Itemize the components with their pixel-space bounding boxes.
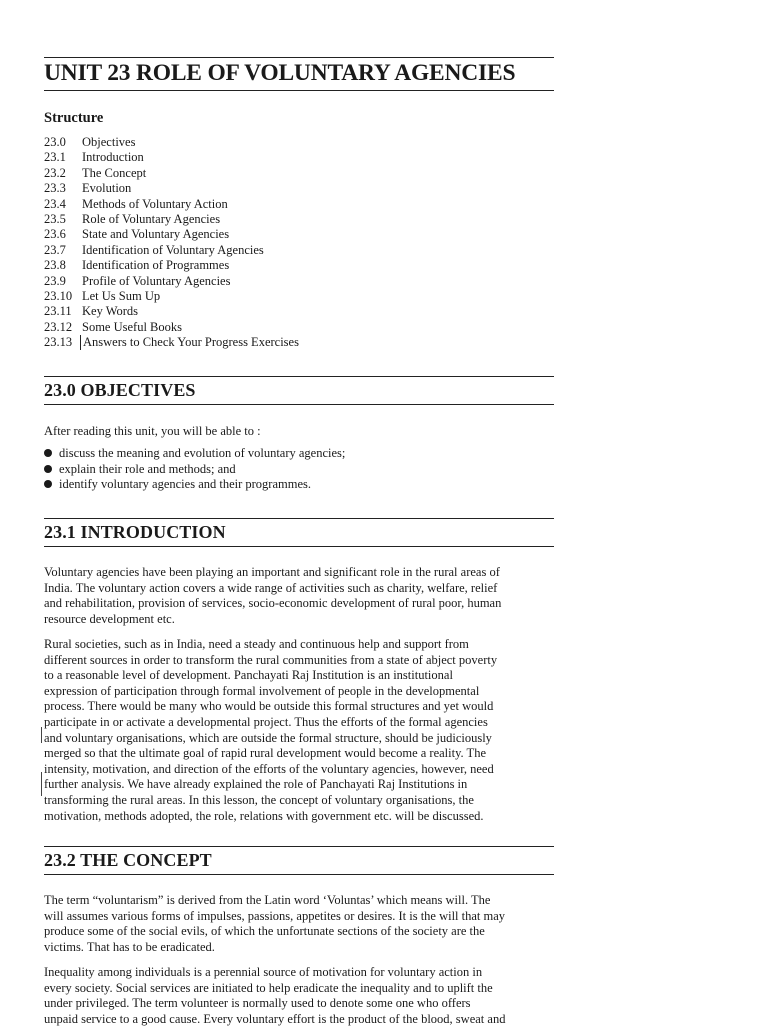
margin-mark: [41, 772, 42, 796]
structure-item: [44, 197, 299, 212]
introduction-paragraph-2: [44, 637, 556, 824]
text-line: under privileged. The term volunteer is normally used to denote some one who offers: [44, 996, 471, 1011]
structure-item-title: Answers to Check Your Progress Exercises: [83, 335, 299, 350]
structure-item-title: Key Words: [82, 304, 139, 319]
text-line: produce some of the social evils, of which the unfortunate sections of the society are the: [44, 924, 485, 939]
structure-item-title: Let Us Sum Up: [82, 288, 161, 303]
section-rule-bottom: [44, 404, 554, 405]
text-line: further analysis. We have already explained the role of Panchayati Raj Institutions in: [44, 777, 468, 792]
structure-item-title: Some Useful Books: [82, 319, 182, 334]
text-line: every society. Social services are initiated to help eradicate the inequality and to uplift the: [44, 980, 493, 995]
objective-text: identify voluntary agencies and their programmes.: [59, 477, 312, 492]
bullet-icon: [44, 465, 52, 473]
structure-item-number: 23.10: [44, 288, 73, 303]
section-rule-top: [44, 846, 554, 847]
structure-item-number: 23.6: [44, 227, 66, 242]
structure-item-title: Role of Voluntary Agencies: [82, 211, 221, 226]
text-line: intensity, motivation, and direction of the efforts of the voluntary agencies, however, need: [44, 761, 494, 776]
text-line: different sources in order to transform the rural communities from a state of abject poverty: [44, 652, 498, 667]
section-rule-bottom: [44, 546, 554, 547]
structure-item-number: 23.3: [44, 181, 66, 196]
structure-item: [44, 304, 299, 319]
objective-text: explain their role and methods; and: [59, 461, 236, 476]
text-line: expression of participation through formal involvement of people in the developmental: [44, 683, 480, 698]
objective-item: [44, 446, 345, 462]
structure-item-number: 23.7: [44, 242, 66, 257]
text-line: Rural societies, such as in India, need a steady and continuous help and support from: [44, 637, 469, 651]
structure-item: [44, 258, 299, 273]
section-rule-top: [44, 518, 554, 519]
structure-item-title: Evolution: [82, 181, 132, 196]
title-rule-top: [44, 57, 554, 58]
structure-item-title: Introduction: [82, 150, 144, 165]
objectives-intro: After reading this unit, you will be able to :: [44, 424, 261, 438]
concept-paragraph-1: [44, 893, 556, 955]
text-line: victims. That has to be eradicated.: [44, 939, 215, 954]
objective-item: [44, 477, 345, 493]
text-line: and rehabilitation, provision of services, socio-economic development of rural poor, human: [44, 596, 502, 611]
structure-item: [44, 320, 299, 335]
text-line: transforming the rural areas. In this lesson, the concept of voluntary organisations, the: [44, 792, 474, 807]
structure-item-title: Objectives: [82, 135, 136, 149]
structure-item-number: 23.0: [44, 135, 66, 149]
structure-item: [44, 289, 299, 304]
introduction-heading: 23.1 INTRODUCTION: [44, 522, 226, 542]
structure-item-number: 23.13: [44, 335, 81, 350]
unit-title: UNIT 23 ROLE OF VOLUNTARY AGENCIES: [44, 60, 516, 86]
structure-item: [44, 181, 299, 196]
text-line: to a reasonable level of development. Panchayati Raj Institution is an institutional: [44, 668, 453, 683]
structure-item-title: Identification of Programmes: [82, 258, 230, 273]
structure-item: [44, 227, 299, 242]
objective-item: [44, 462, 345, 478]
structure-item-number: 23.5: [44, 211, 66, 226]
text-line: Inequality among individuals is a perennial source of motivation for voluntary action in: [44, 965, 483, 979]
bullet-icon: [44, 449, 52, 457]
structure-item-title: The Concept: [82, 165, 147, 180]
margin-mark: [41, 727, 42, 743]
structure-item-title: Methods of Voluntary Action: [82, 196, 228, 211]
structure-item-number: 23.9: [44, 273, 66, 288]
structure-item: [44, 335, 299, 350]
introduction-paragraph-1: [44, 565, 556, 627]
structure-item-number: 23.11: [44, 304, 72, 319]
structure-item-title: State and Voluntary Agencies: [82, 227, 230, 242]
structure-item: [44, 150, 299, 165]
section-rule-top: [44, 376, 554, 377]
structure-list: [44, 135, 299, 350]
section-rule-bottom: [44, 874, 554, 875]
text-line: will assumes various forms of impulses, passions, appetites or desires. It is the will that may: [44, 908, 506, 923]
text-line: resource development etc.: [44, 611, 175, 626]
structure-item: [44, 166, 299, 181]
concept-heading: 23.2 THE CONCEPT: [44, 850, 212, 870]
structure-item: [44, 274, 299, 289]
structure-item-number: 23.12: [44, 319, 73, 334]
text-line: participate in or activate a developmental project. Thus the efforts of the formal agencies: [44, 714, 488, 729]
text-line: motivation, methods adopted, the role, relations with government etc. will be discussed.: [44, 808, 484, 823]
structure-item: [44, 243, 299, 258]
text-line: The term “voluntarism” is derived from the Latin word ‘Voluntas’ which means will. The: [44, 893, 491, 907]
objective-text: discuss the meaning and evolution of voluntary agencies;: [59, 446, 346, 460]
objectives-list: [44, 446, 345, 493]
structure-item: [44, 212, 299, 227]
text-line: Voluntary agencies have been playing an important and significant role in the rural areas of: [44, 565, 500, 579]
structure-item: [44, 135, 299, 150]
objectives-heading: 23.0 OBJECTIVES: [44, 380, 196, 400]
text-line: process. There would be many who would be outside this formal structures and yet would: [44, 699, 494, 714]
text-line: merged so that the ultimate goal of rapid rural development would become a reality. The: [44, 746, 486, 761]
structure-item-number: 23.4: [44, 196, 66, 211]
concept-paragraph-2: [44, 965, 556, 1027]
structure-item-number: 23.8: [44, 258, 66, 273]
structure-item-number: 23.1: [44, 150, 66, 165]
structure-item-title: Profile of Voluntary Agencies: [82, 273, 231, 288]
structure-heading: Structure: [44, 110, 104, 126]
structure-item-title: Identification of Voluntary Agencies: [82, 242, 264, 257]
bullet-icon: [44, 480, 52, 488]
title-rule-bottom: [44, 90, 554, 91]
text-line: and voluntary organisations, which are outside the formal structure, should be judiciously: [44, 730, 492, 745]
structure-item-number: 23.2: [44, 165, 66, 180]
text-line: India. The voluntary action covers a wide range of activities such as charity, welfare, relief: [44, 580, 498, 595]
text-line: unpaid service to a good cause. Every voluntary effort is the product of the blood, sweat and: [44, 1011, 506, 1026]
